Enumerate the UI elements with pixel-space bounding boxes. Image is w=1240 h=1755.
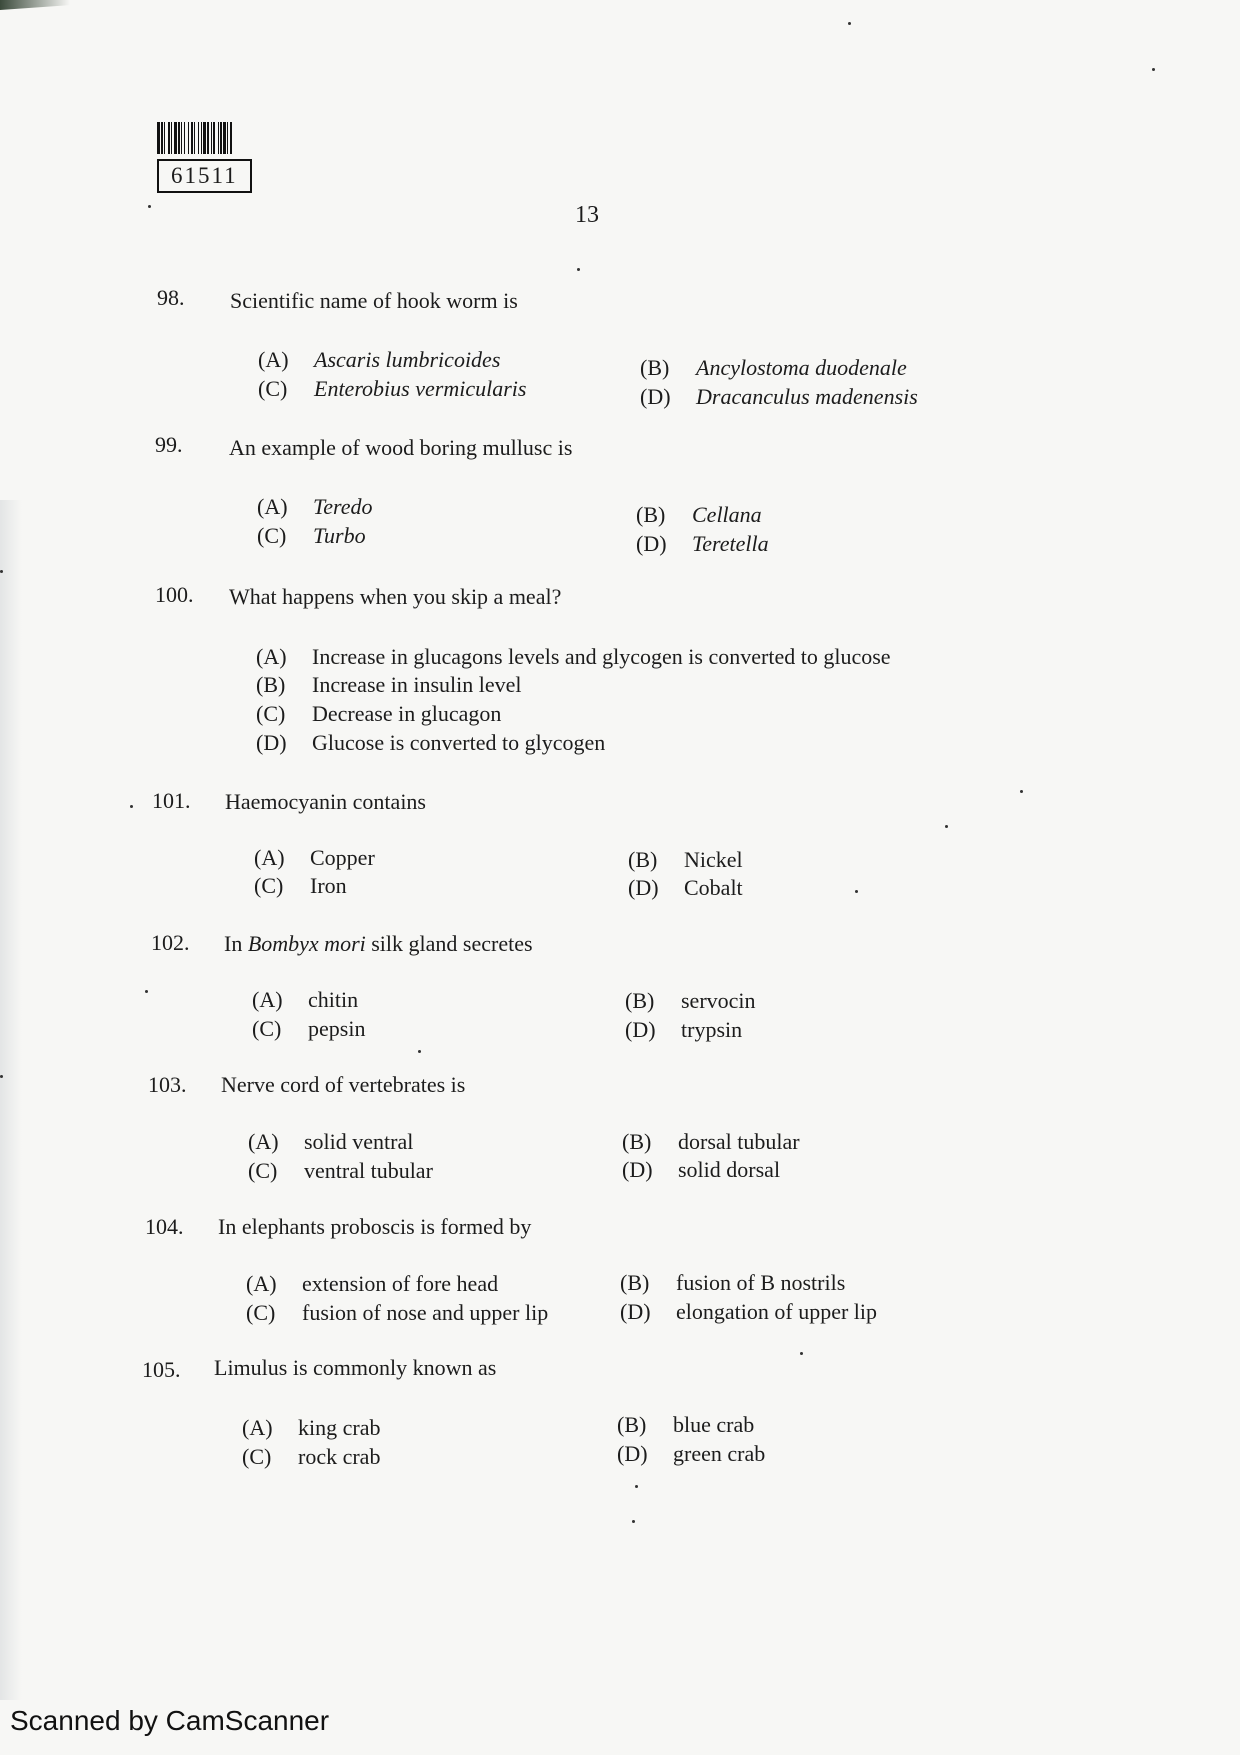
option-label: (A) [258, 347, 289, 372]
question-number: 100. [155, 582, 194, 607]
option-text: Cellana [692, 502, 762, 527]
option-b [620, 1268, 845, 1297]
question-number: 98. [157, 285, 185, 310]
option-label: (A) [246, 1271, 277, 1296]
option-label: (B) [628, 847, 658, 872]
option-label: (B) [622, 1129, 652, 1154]
option-text: chitin [308, 987, 359, 1012]
option-label: (A) [257, 494, 288, 519]
question-number: 102. [151, 930, 190, 955]
option-text: dorsal tubular [678, 1129, 800, 1154]
option-text: Teredo [313, 494, 373, 519]
option-text: king crab [298, 1415, 381, 1440]
question-number: 101. [152, 788, 191, 813]
scan-speck [148, 205, 151, 208]
scan-speck [800, 1352, 803, 1355]
option-text: Copper [310, 845, 375, 870]
option-label: (C) [248, 1158, 278, 1183]
option-label: (B) [625, 988, 655, 1013]
option-text: fusion of nose and upper lip [302, 1300, 549, 1325]
option-text: Teretella [692, 531, 769, 556]
scan-speck [577, 268, 580, 271]
option-label: (D) [617, 1441, 648, 1466]
option-label: (D) [640, 384, 671, 409]
option-label: (A) [252, 987, 283, 1012]
option-d [617, 1439, 765, 1468]
option-label: (C) [252, 1016, 282, 1041]
option-a [252, 985, 358, 1014]
option-text: rock crab [298, 1444, 381, 1469]
option-text: Ancylostoma duodenale [696, 355, 907, 380]
option-d [256, 728, 605, 757]
option-label: (D) [256, 730, 287, 755]
option-text: Glucose is converted to glycogen [312, 730, 606, 755]
option-text: Ascaris lumbricoides [314, 347, 501, 372]
option-text: green crab [673, 1441, 766, 1466]
option-text: Iron [310, 873, 347, 898]
option-text: fusion of B nostrils [676, 1270, 846, 1295]
option-c [257, 521, 366, 550]
option-d [628, 873, 743, 902]
option-text: Decrease in glucagon [312, 701, 502, 726]
option-label: (A) [242, 1415, 273, 1440]
scan-speck [1152, 68, 1155, 71]
scan-speck [855, 890, 858, 893]
option-c [252, 1014, 365, 1043]
scan-speck [1020, 790, 1023, 793]
option-c [254, 871, 347, 900]
option-a [242, 1413, 380, 1442]
option-text: Increase in insulin level [312, 672, 522, 697]
option-label: (D) [628, 875, 659, 900]
option-c [246, 1298, 548, 1327]
option-a [246, 1269, 498, 1298]
option-text: Nickel [684, 847, 743, 872]
scan-speck [0, 570, 3, 573]
option-label: (A) [256, 644, 287, 669]
option-text: ventral tubular [304, 1158, 433, 1183]
option-label: (D) [622, 1157, 653, 1182]
option-label: (A) [248, 1129, 279, 1154]
option-text: Turbo [313, 523, 366, 548]
option-b [622, 1127, 800, 1156]
option-text: Cobalt [684, 875, 743, 900]
option-label: (C) [256, 701, 286, 726]
option-b [628, 845, 743, 874]
barcode-icon [157, 122, 319, 154]
option-label: (A) [254, 845, 285, 870]
question-text: What happens when you skip a meal? [229, 584, 562, 609]
question-text: Nerve cord of vertebrates is [221, 1072, 466, 1097]
option-text: servocin [681, 988, 756, 1013]
scan-edge-shadow [0, 500, 22, 1700]
option-label: (B) [640, 355, 670, 380]
option-a [254, 843, 375, 872]
option-label: (B) [620, 1270, 650, 1295]
option-d [636, 529, 769, 558]
option-label: (C) [257, 523, 287, 548]
option-a [248, 1127, 413, 1156]
option-text: Dracanculus madenensis [696, 384, 918, 409]
option-label: (B) [636, 502, 666, 527]
option-c [256, 699, 501, 728]
option-d [620, 1297, 877, 1326]
option-d [625, 1015, 742, 1044]
option-label: (D) [620, 1299, 651, 1324]
question-text: Scientific name of hook worm is [230, 288, 518, 313]
option-text: trypsin [681, 1017, 743, 1042]
question-number: 104. [145, 1214, 184, 1239]
page-number: 13 [575, 202, 599, 228]
option-b [256, 670, 522, 699]
option-text: blue crab [673, 1412, 755, 1437]
option-d [622, 1155, 780, 1184]
question-number: 103. [148, 1072, 187, 1097]
option-text: Enterobius vermicularis [314, 376, 527, 401]
option-a [257, 492, 373, 521]
option-label: (B) [256, 672, 286, 697]
question-text-suffix: silk gland secretes [365, 931, 533, 956]
option-a [256, 642, 891, 671]
scan-speck [848, 22, 851, 25]
species-name: Bombyx mori [247, 931, 366, 956]
option-text: pepsin [308, 1016, 366, 1041]
option-text: elongation of upper lip [676, 1299, 878, 1324]
corner-mark [0, 0, 70, 10]
option-text: solid ventral [304, 1129, 414, 1154]
question-text: An example of wood boring mullusc is [229, 435, 573, 460]
option-b [625, 986, 756, 1015]
scan-speck [635, 1485, 638, 1488]
option-label: (C) [258, 376, 288, 401]
option-b [636, 500, 762, 529]
option-c [258, 374, 526, 403]
option-label: (C) [246, 1300, 276, 1325]
option-label: (B) [617, 1412, 647, 1437]
scan-speck [632, 1520, 635, 1523]
option-label: (D) [636, 531, 667, 556]
question-text: Haemocyanin contains [225, 789, 426, 814]
option-text: solid dorsal [678, 1157, 781, 1182]
scan-speck [145, 990, 148, 993]
scan-speck [418, 1050, 421, 1053]
question-text: Limulus is commonly known as [214, 1355, 497, 1380]
option-c [242, 1442, 380, 1471]
option-label: (C) [254, 873, 284, 898]
option-b [617, 1410, 754, 1439]
scan-speck [0, 1075, 3, 1078]
question-text [224, 929, 533, 958]
question-number: 105. [142, 1357, 181, 1382]
scan-speck [130, 805, 133, 808]
option-label: (C) [242, 1444, 272, 1469]
question-text-prefix: In [224, 931, 248, 956]
option-d [640, 382, 918, 411]
scanner-watermark: Scanned by CamScanner [10, 1705, 330, 1736]
question-number: 99. [155, 432, 183, 457]
option-a [258, 345, 500, 374]
question-text: In elephants proboscis is formed by [218, 1214, 532, 1239]
scan-speck [945, 825, 948, 828]
option-label: (D) [625, 1017, 656, 1042]
option-text: Increase in glucagons levels and glycogen is converted to glucose [312, 644, 891, 669]
barcode-bar [232, 122, 233, 154]
option-text: extension of fore head [302, 1271, 499, 1296]
faded-stamp [852, 135, 1012, 195]
paper-code: 61511 [157, 159, 252, 193]
option-b [640, 353, 907, 382]
option-c [248, 1156, 433, 1185]
